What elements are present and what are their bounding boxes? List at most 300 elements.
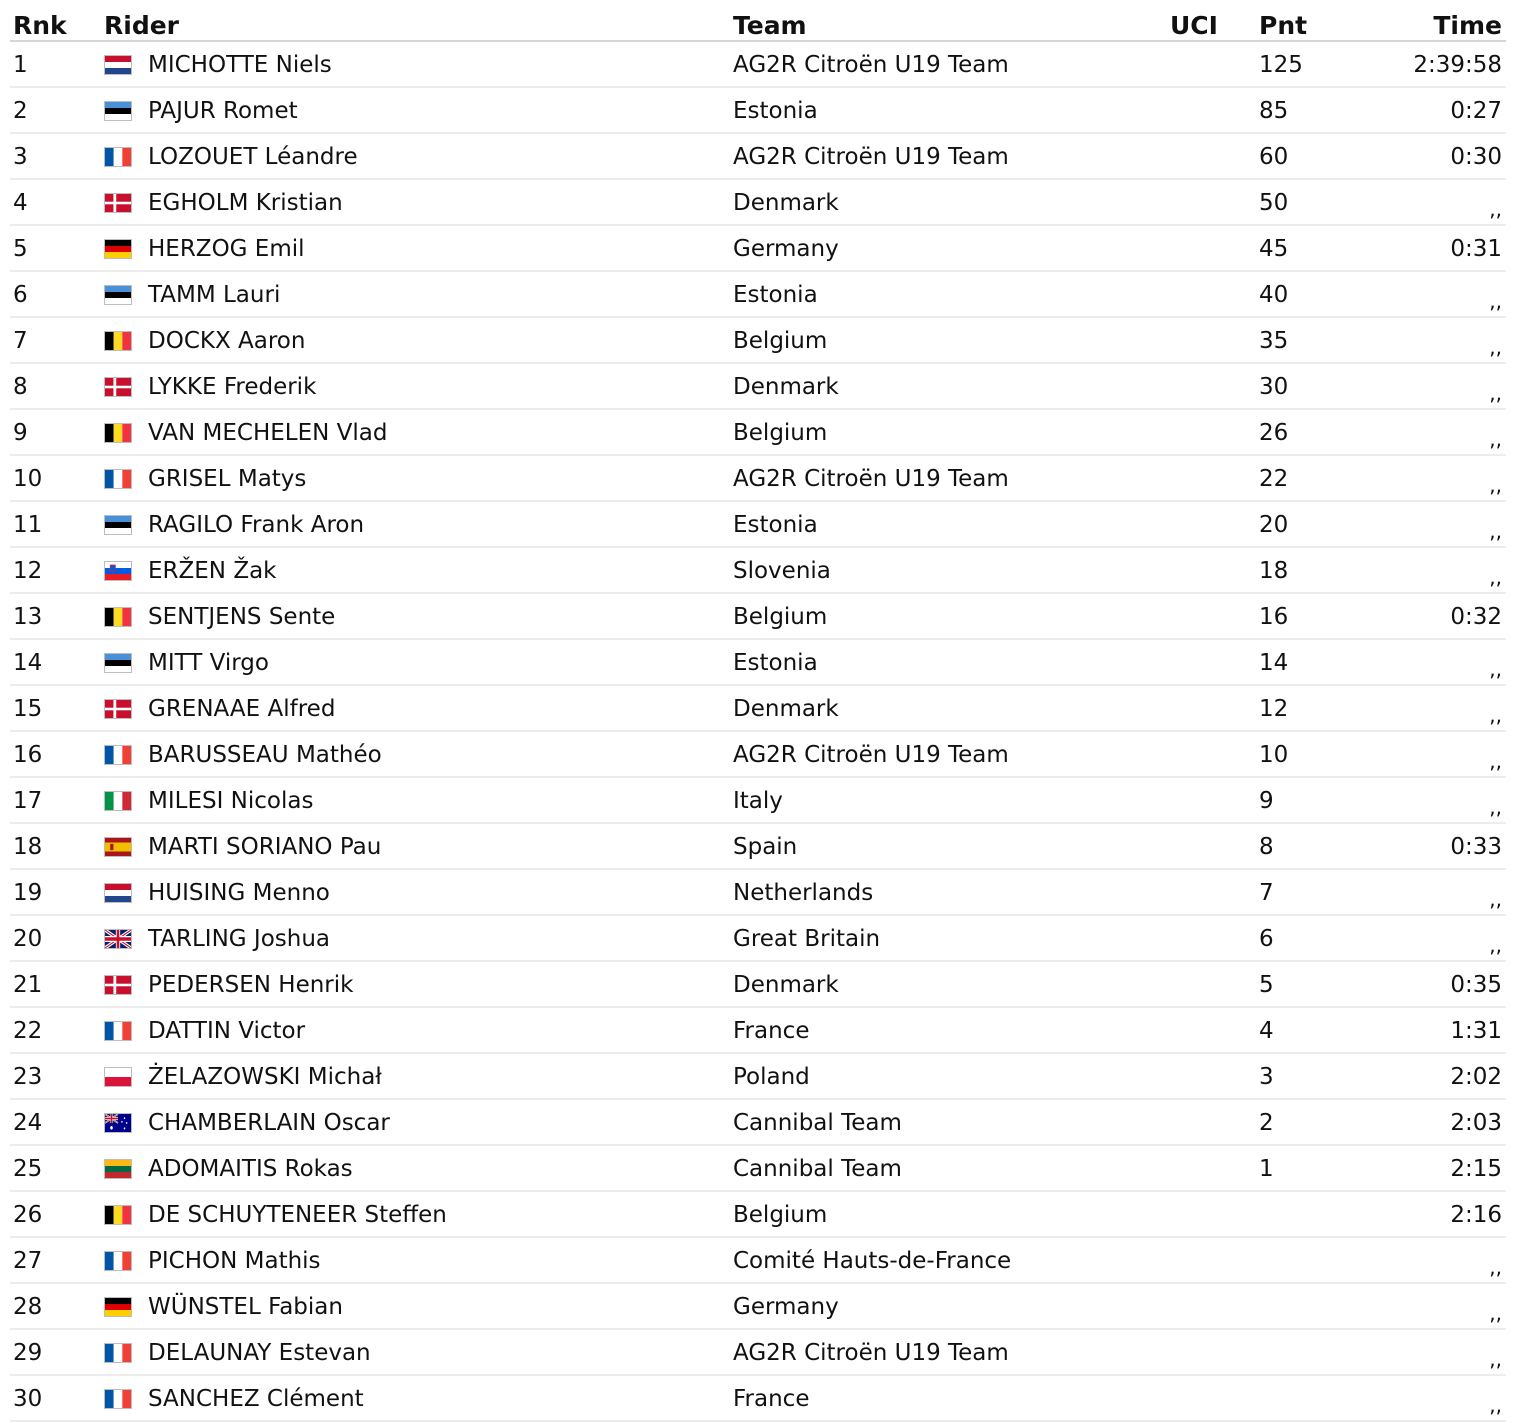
uci-cell <box>1165 640 1253 686</box>
rider-name-link[interactable]: TAMM Lauri <box>148 281 281 308</box>
uci-cell <box>1165 1376 1253 1422</box>
time-value: 2:02 <box>1450 1063 1502 1090</box>
rider-cell <box>100 1054 730 1100</box>
uci-cell <box>1165 732 1253 778</box>
team-cell <box>730 824 1165 870</box>
rider-cell <box>100 640 730 686</box>
table-row <box>10 824 1506 870</box>
team-name-link[interactable]: Cannibal Team <box>733 1109 902 1136</box>
points-cell: 50 <box>1253 180 1338 226</box>
rider-name-link[interactable]: GRENAAE Alfred <box>148 695 336 722</box>
table-row <box>10 1192 1506 1238</box>
rider-cell <box>100 1192 730 1238</box>
rank-cell: 22 <box>10 1008 100 1054</box>
rider-name-link[interactable]: LYKKE Frederik <box>148 373 317 400</box>
rider-cell <box>100 502 730 548</box>
rank-cell: 6 <box>10 272 100 318</box>
team-cell <box>730 1008 1165 1054</box>
team-cell <box>730 180 1165 226</box>
team-name-link[interactable]: Estonia <box>733 511 818 538</box>
time-value: 0:27 <box>1450 97 1502 124</box>
time-value: ,, <box>1489 289 1502 313</box>
points-cell: 35 <box>1253 318 1338 364</box>
uci-cell <box>1165 916 1253 962</box>
rider-cell <box>100 1284 730 1330</box>
rider-name-link[interactable]: CHAMBERLAIN Oscar <box>148 1109 390 1136</box>
uci-cell <box>1165 870 1253 916</box>
team-name-link[interactable]: Denmark <box>733 695 839 722</box>
be-flag-icon <box>104 607 132 627</box>
rider-cell <box>100 1100 730 1146</box>
table-row <box>10 778 1506 824</box>
ee-flag-icon <box>104 515 132 535</box>
uci-cell <box>1165 594 1253 640</box>
team-cell <box>730 1376 1165 1422</box>
rider-cell <box>100 1330 730 1376</box>
rider-cell <box>100 870 730 916</box>
table-row <box>10 88 1506 134</box>
points-cell: 20 <box>1253 502 1338 548</box>
rider-name-link[interactable]: EGHOLM Kristian <box>148 189 343 216</box>
time-value: 0:31 <box>1450 235 1502 262</box>
time-cell <box>1338 1192 1506 1238</box>
points-cell: 5 <box>1253 962 1338 1008</box>
team-cell <box>730 272 1165 318</box>
table-header <box>10 0 1506 42</box>
rider-name-link[interactable]: MILESI Nicolas <box>148 787 314 814</box>
uci-cell <box>1165 226 1253 272</box>
team-cell <box>730 1192 1165 1238</box>
table-row <box>10 686 1506 732</box>
rider-cell <box>100 824 730 870</box>
team-name-link[interactable]: Belgium <box>733 1201 828 1228</box>
rider-cell <box>100 272 730 318</box>
team-cell <box>730 134 1165 180</box>
rank-cell: 16 <box>10 732 100 778</box>
team-name-link[interactable]: AG2R Citroën U19 Team <box>733 143 1009 170</box>
time-cell <box>1338 732 1506 778</box>
time-value: ,, <box>1489 1393 1502 1417</box>
rider-name-link[interactable]: PAJUR Romet <box>148 97 298 124</box>
points-cell: 30 <box>1253 364 1338 410</box>
rider-name-link[interactable]: SENTJENS Sente <box>148 603 336 630</box>
rank-cell: 12 <box>10 548 100 594</box>
time-value: ,, <box>1489 381 1502 405</box>
rider-cell <box>100 1238 730 1284</box>
rank-cell: 2 <box>10 88 100 134</box>
table-row <box>10 1146 1506 1192</box>
team-cell <box>730 640 1165 686</box>
rank-cell: 1 <box>10 42 100 88</box>
uci-cell <box>1165 1238 1253 1284</box>
table-row <box>10 1376 1506 1422</box>
team-cell <box>730 732 1165 778</box>
uci-cell <box>1165 502 1253 548</box>
uci-cell <box>1165 410 1253 456</box>
time-value: 2:03 <box>1450 1109 1502 1136</box>
points-cell: 60 <box>1253 134 1338 180</box>
table-row <box>10 318 1506 364</box>
team-name-link[interactable]: Slovenia <box>733 557 831 584</box>
dk-flag-icon <box>104 377 132 397</box>
time-cell <box>1338 180 1506 226</box>
rank-cell: 17 <box>10 778 100 824</box>
rider-name-link[interactable]: ADOMAITIS Rokas <box>148 1155 353 1182</box>
time-cell <box>1338 962 1506 1008</box>
rider-name-link[interactable]: RAGILO Frank Aron <box>148 511 365 538</box>
team-cell <box>730 548 1165 594</box>
rank-cell: 28 <box>10 1284 100 1330</box>
time-cell <box>1338 1146 1506 1192</box>
rider-name-link[interactable]: DOCKX Aaron <box>148 327 306 354</box>
time-cell <box>1338 134 1506 180</box>
uci-cell <box>1165 1054 1253 1100</box>
header-rider[interactable]: Rider <box>104 13 179 40</box>
rank-cell: 8 <box>10 364 100 410</box>
uci-cell <box>1165 364 1253 410</box>
time-cell <box>1338 1330 1506 1376</box>
uci-cell <box>1165 456 1253 502</box>
points-cell: 85 <box>1253 88 1338 134</box>
team-name-link[interactable]: AG2R Citroën U19 Team <box>733 1339 1009 1366</box>
table-row <box>10 226 1506 272</box>
team-name-link[interactable]: Netherlands <box>733 879 874 906</box>
points-cell <box>1253 1376 1338 1422</box>
rider-name-link[interactable]: PICHON Mathis <box>148 1247 321 1274</box>
time-cell <box>1338 1284 1506 1330</box>
team-name-link[interactable]: Spain <box>733 833 798 860</box>
points-cell: 12 <box>1253 686 1338 732</box>
team-name-link[interactable]: France <box>733 1017 810 1044</box>
rider-cell <box>100 134 730 180</box>
gb-flag-icon <box>104 929 132 949</box>
team-cell <box>730 1146 1165 1192</box>
time-value: ,, <box>1489 795 1502 819</box>
points-cell: 16 <box>1253 594 1338 640</box>
uci-cell <box>1165 1146 1253 1192</box>
table-row <box>10 1284 1506 1330</box>
team-name-link[interactable]: Estonia <box>733 97 818 124</box>
rider-name-link[interactable]: BARUSSEAU Mathéo <box>148 741 382 768</box>
points-cell: 8 <box>1253 824 1338 870</box>
fr-flag-icon <box>104 745 132 765</box>
time-cell <box>1338 502 1506 548</box>
dk-flag-icon <box>104 699 132 719</box>
table-row <box>10 548 1506 594</box>
table-row <box>10 1008 1506 1054</box>
rank-cell: 3 <box>10 134 100 180</box>
team-cell <box>730 1238 1165 1284</box>
team-name-link[interactable]: AG2R Citroën U19 Team <box>733 741 1009 768</box>
header-team[interactable]: Team <box>733 13 807 40</box>
team-name-link[interactable]: France <box>733 1385 810 1412</box>
points-cell: 9 <box>1253 778 1338 824</box>
rider-cell <box>100 594 730 640</box>
team-cell <box>730 686 1165 732</box>
header-time[interactable]: Time <box>1433 13 1502 40</box>
time-value: ,, <box>1489 473 1502 497</box>
points-cell: 22 <box>1253 456 1338 502</box>
lt-flag-icon <box>104 1159 132 1179</box>
uci-cell <box>1165 1008 1253 1054</box>
time-cell <box>1338 88 1506 134</box>
points-cell <box>1253 1192 1338 1238</box>
rider-cell <box>100 226 730 272</box>
time-value: 0:33 <box>1450 833 1502 860</box>
team-cell <box>730 778 1165 824</box>
uci-cell <box>1165 778 1253 824</box>
fr-flag-icon <box>104 1251 132 1271</box>
table-row <box>10 870 1506 916</box>
team-name-link[interactable]: AG2R Citroën U19 Team <box>733 51 1009 78</box>
team-cell <box>730 364 1165 410</box>
team-name-link[interactable]: Estonia <box>733 281 818 308</box>
rider-name-link[interactable]: HUISING Menno <box>148 879 330 906</box>
rank-cell: 13 <box>10 594 100 640</box>
uci-cell <box>1165 1330 1253 1376</box>
time-value: ,, <box>1489 657 1502 681</box>
rank-cell: 30 <box>10 1376 100 1422</box>
points-cell: 4 <box>1253 1008 1338 1054</box>
team-name-link[interactable]: Belgium <box>733 327 828 354</box>
uci-cell <box>1165 686 1253 732</box>
rider-name-link[interactable]: MITT Virgo <box>148 649 269 676</box>
table-row <box>10 272 1506 318</box>
rider-name-link[interactable]: DELAUNAY Estevan <box>148 1339 371 1366</box>
rider-name-link[interactable]: DATTIN Victor <box>148 1017 306 1044</box>
rider-name-link[interactable]: VAN MECHELEN Vlad <box>148 419 388 446</box>
points-cell: 14 <box>1253 640 1338 686</box>
table-row <box>10 410 1506 456</box>
de-flag-icon <box>104 239 132 259</box>
rank-cell: 24 <box>10 1100 100 1146</box>
team-name-link[interactable]: Denmark <box>733 971 839 998</box>
rider-name-link[interactable]: ŻELAZOWSKI Michał <box>148 1063 382 1090</box>
nl-flag-icon <box>104 883 132 903</box>
table-row <box>10 1330 1506 1376</box>
team-name-link[interactable]: Cannibal Team <box>733 1155 902 1182</box>
rider-name-link[interactable]: TARLING Joshua <box>148 925 331 952</box>
table-row <box>10 594 1506 640</box>
team-name-link[interactable]: Comité Hauts-de-France <box>733 1247 1012 1274</box>
team-name-link[interactable]: Denmark <box>733 189 839 216</box>
time-cell <box>1338 1376 1506 1422</box>
rank-cell: 27 <box>10 1238 100 1284</box>
rider-cell <box>100 42 730 88</box>
rank-cell: 21 <box>10 962 100 1008</box>
rank-cell: 9 <box>10 410 100 456</box>
time-cell <box>1338 318 1506 364</box>
rider-name-link[interactable]: MARTI SORIANO Pau <box>148 833 382 860</box>
ee-flag-icon <box>104 101 132 121</box>
points-cell: 45 <box>1253 226 1338 272</box>
time-value: ,, <box>1489 335 1502 359</box>
points-cell: 40 <box>1253 272 1338 318</box>
time-value: ,, <box>1489 703 1502 727</box>
team-name-link[interactable]: Belgium <box>733 419 828 446</box>
rider-name-link[interactable]: LOZOUET Léandre <box>148 143 358 170</box>
time-cell <box>1338 1008 1506 1054</box>
au-flag-icon <box>104 1113 132 1133</box>
time-value: 0:30 <box>1450 143 1502 170</box>
rank-cell: 10 <box>10 456 100 502</box>
uci-cell <box>1165 1192 1253 1238</box>
team-name-link[interactable]: Italy <box>733 787 783 814</box>
uci-cell <box>1165 42 1253 88</box>
ee-flag-icon <box>104 653 132 673</box>
table-row <box>10 732 1506 778</box>
results-table <box>10 0 1506 1422</box>
rider-name-link[interactable]: SANCHEZ Clément <box>148 1385 364 1412</box>
time-value: 0:35 <box>1450 971 1502 998</box>
header-points[interactable]: Pnt <box>1259 13 1308 40</box>
uci-cell <box>1165 962 1253 1008</box>
team-cell <box>730 456 1165 502</box>
be-flag-icon <box>104 1205 132 1225</box>
rider-cell <box>100 778 730 824</box>
time-value: 2:15 <box>1450 1155 1502 1182</box>
rank-cell: 15 <box>10 686 100 732</box>
rank-cell: 7 <box>10 318 100 364</box>
rider-cell <box>100 686 730 732</box>
it-flag-icon <box>104 791 132 811</box>
rider-cell <box>100 1376 730 1422</box>
team-cell <box>730 1100 1165 1146</box>
table-row <box>10 1054 1506 1100</box>
rider-name-link[interactable]: GRISEL Matys <box>148 465 307 492</box>
si-flag-icon <box>104 561 132 581</box>
header-uci[interactable]: UCI <box>1170 13 1218 40</box>
fr-flag-icon <box>104 1343 132 1363</box>
rider-cell <box>100 410 730 456</box>
table-row <box>10 1100 1506 1146</box>
dk-flag-icon <box>104 193 132 213</box>
rider-name-link[interactable]: ERŽEN Žak <box>148 557 277 584</box>
team-cell <box>730 1330 1165 1376</box>
points-cell <box>1253 1238 1338 1284</box>
time-cell <box>1338 410 1506 456</box>
points-cell: 10 <box>1253 732 1338 778</box>
uci-cell <box>1165 134 1253 180</box>
team-cell <box>730 1054 1165 1100</box>
team-name-link[interactable]: Poland <box>733 1063 810 1090</box>
ee-flag-icon <box>104 285 132 305</box>
time-value: ,, <box>1489 1301 1502 1325</box>
rider-name-link[interactable]: MICHOTTE Niels <box>148 51 332 78</box>
rider-cell <box>100 962 730 1008</box>
team-cell <box>730 226 1165 272</box>
time-cell <box>1338 272 1506 318</box>
uci-cell <box>1165 824 1253 870</box>
table-body <box>10 42 1506 1422</box>
fr-flag-icon <box>104 147 132 167</box>
time-cell <box>1338 870 1506 916</box>
team-name-link[interactable]: Denmark <box>733 373 839 400</box>
time-cell <box>1338 916 1506 962</box>
rank-cell: 26 <box>10 1192 100 1238</box>
time-cell <box>1338 548 1506 594</box>
points-cell: 125 <box>1253 42 1338 88</box>
table-row <box>10 180 1506 226</box>
table-row <box>10 134 1506 180</box>
header-rank[interactable]: Rnk <box>13 13 67 40</box>
rider-name-link[interactable]: WÜNSTEL Fabian <box>148 1293 343 1320</box>
time-value: ,, <box>1489 1347 1502 1371</box>
rider-cell <box>100 364 730 410</box>
fr-flag-icon <box>104 1389 132 1409</box>
table-row <box>10 1238 1506 1284</box>
points-cell: 3 <box>1253 1054 1338 1100</box>
rank-cell: 5 <box>10 226 100 272</box>
rider-cell <box>100 1008 730 1054</box>
table-row <box>10 916 1506 962</box>
team-name-link[interactable]: Estonia <box>733 649 818 676</box>
team-name-link[interactable]: Great Britain <box>733 925 881 952</box>
time-value: ,, <box>1489 519 1502 543</box>
time-value: ,, <box>1489 427 1502 451</box>
time-value: ,, <box>1489 1255 1502 1279</box>
time-value: 0:32 <box>1450 603 1502 630</box>
rank-cell: 20 <box>10 916 100 962</box>
table-row <box>10 42 1506 88</box>
time-cell <box>1338 778 1506 824</box>
team-name-link[interactable]: AG2R Citroën U19 Team <box>733 465 1009 492</box>
fr-flag-icon <box>104 1021 132 1041</box>
be-flag-icon <box>104 423 132 443</box>
time-value: ,, <box>1489 197 1502 221</box>
rider-cell <box>100 180 730 226</box>
time-cell <box>1338 1100 1506 1146</box>
team-name-link[interactable]: Germany <box>733 1293 839 1320</box>
uci-cell <box>1165 318 1253 364</box>
points-cell: 18 <box>1253 548 1338 594</box>
time-cell <box>1338 640 1506 686</box>
rider-name-link[interactable]: PEDERSEN Henrik <box>148 971 354 998</box>
time-cell <box>1338 824 1506 870</box>
time-value: 2:39:58 <box>1413 51 1502 78</box>
time-value: ,, <box>1489 933 1502 957</box>
rider-cell <box>100 548 730 594</box>
time-value: 2:16 <box>1450 1201 1502 1228</box>
team-cell <box>730 318 1165 364</box>
points-cell <box>1253 1330 1338 1376</box>
rider-cell <box>100 916 730 962</box>
rank-cell: 4 <box>10 180 100 226</box>
uci-cell <box>1165 548 1253 594</box>
time-cell <box>1338 226 1506 272</box>
time-cell <box>1338 42 1506 88</box>
rider-name-link[interactable]: HERZOG Emil <box>148 235 305 262</box>
points-cell: 1 <box>1253 1146 1338 1192</box>
rank-cell: 18 <box>10 824 100 870</box>
time-cell <box>1338 594 1506 640</box>
team-cell <box>730 870 1165 916</box>
rider-cell <box>100 456 730 502</box>
time-value: ,, <box>1489 887 1502 911</box>
uci-cell <box>1165 1284 1253 1330</box>
team-cell <box>730 42 1165 88</box>
team-name-link[interactable]: Germany <box>733 235 839 262</box>
team-name-link[interactable]: Belgium <box>733 603 828 630</box>
rider-name-link[interactable]: DE SCHUYTENEER Steffen <box>148 1201 447 1228</box>
team-cell <box>730 1284 1165 1330</box>
points-cell: 6 <box>1253 916 1338 962</box>
table-row <box>10 502 1506 548</box>
rider-cell <box>100 88 730 134</box>
fr-flag-icon <box>104 469 132 489</box>
table-row <box>10 364 1506 410</box>
uci-cell <box>1165 180 1253 226</box>
